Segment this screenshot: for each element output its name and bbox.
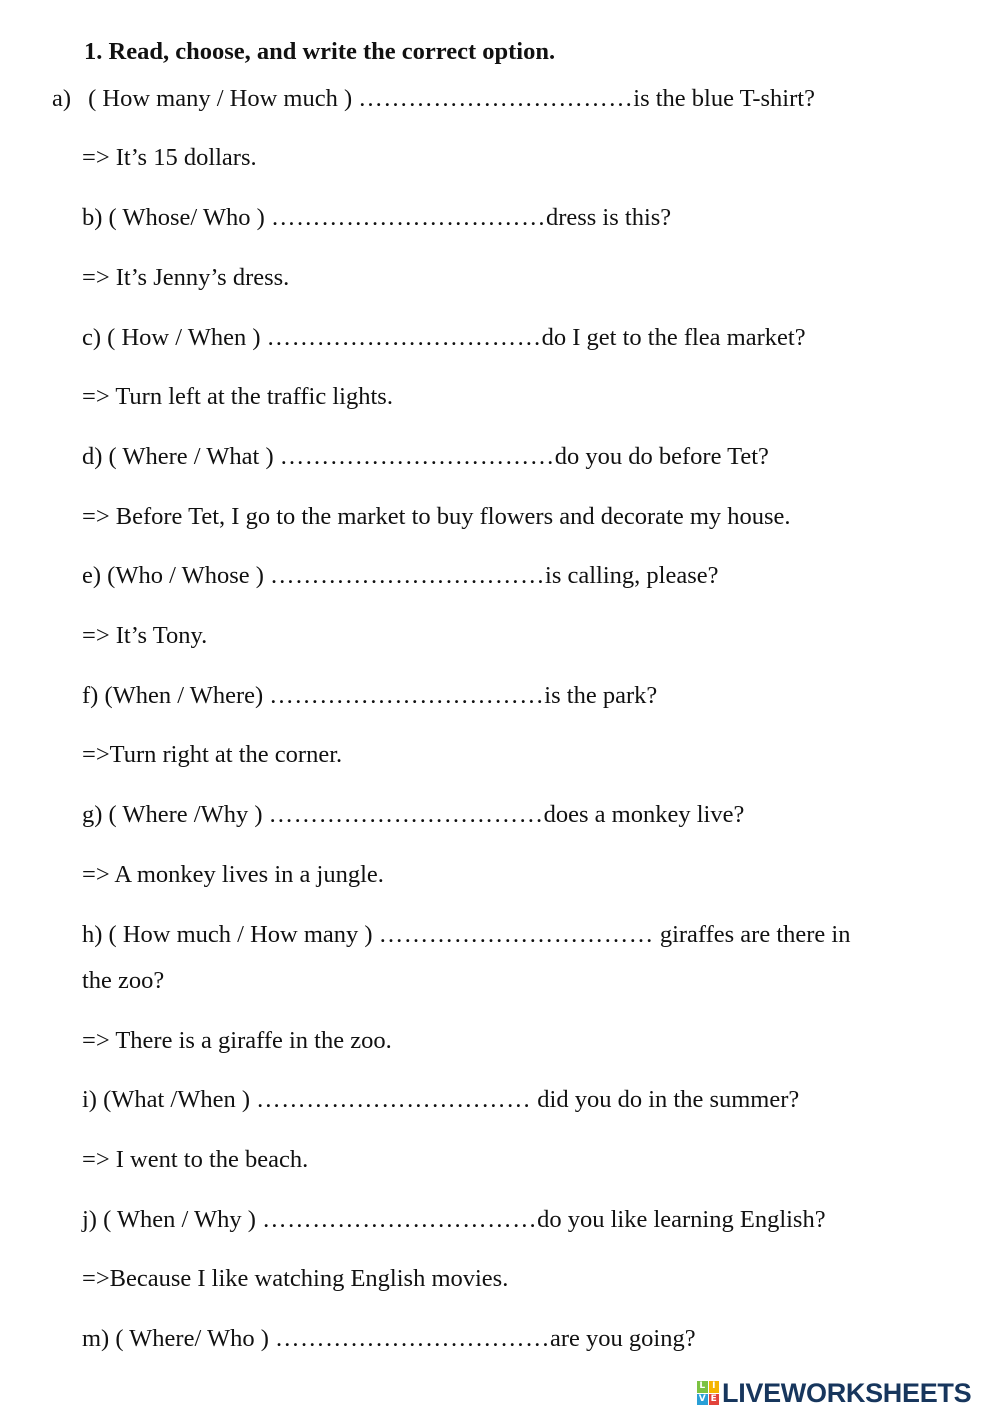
question-text: did you do in the summer? [531, 1086, 800, 1113]
answer-b: => It’s Jenny’s dress. [82, 264, 290, 291]
question-letter: c) [82, 324, 102, 351]
question-text: do you do before Tet? [554, 443, 769, 470]
question-text: is calling, please? [545, 562, 719, 589]
question-letter: g) [82, 801, 103, 828]
question-f [82, 681, 657, 711]
answer-f: =>Turn right at the corner. [82, 741, 343, 768]
question-text: do you like learning English? [537, 1206, 826, 1233]
answer-blank[interactable]: …………………………… [279, 443, 555, 470]
question-i [82, 1085, 799, 1115]
question-text: does a monkey live? [543, 801, 745, 828]
question-options: ( Where/ Who ) [115, 1325, 269, 1352]
question-m [82, 1324, 696, 1354]
question-letter: m) [82, 1325, 110, 1352]
question-text: is the park? [544, 682, 658, 709]
logo-letter: L [697, 1381, 708, 1393]
question-letter: f) [82, 682, 99, 709]
question-text: giraffes are there in [653, 921, 851, 948]
answer-g: => A monkey lives in a jungle. [82, 861, 384, 888]
question-text: do I get to the flea market? [541, 324, 806, 351]
answer-h: => There is a giraffe in the zoo. [82, 1027, 392, 1054]
question-letter: j) [82, 1206, 97, 1233]
answer-blank[interactable]: …………………………… [256, 1086, 532, 1113]
answer-j: =>Because I like watching English movies. [82, 1265, 509, 1292]
answer-blank[interactable]: …………………………… [270, 204, 546, 231]
exercise-title: 1. Read, choose, and write the correct option. [84, 38, 556, 65]
liveworksheets-logo[interactable] [697, 1378, 992, 1408]
answer-a: => It’s 15 dollars. [82, 144, 257, 171]
question-options: ( Where /Why ) [108, 801, 263, 828]
answer-blank[interactable]: …………………………… [378, 921, 654, 948]
logo-letter: V [698, 1393, 706, 1404]
question-e [82, 561, 719, 591]
question-letter: h) [82, 921, 103, 948]
question-c [82, 323, 806, 353]
question-text: are you going? [550, 1325, 696, 1352]
answer-c: => Turn left at the traffic lights. [82, 383, 393, 410]
question-d [82, 442, 769, 472]
answer-blank[interactable]: …………………………… [270, 562, 546, 589]
answer-i: => I went to the beach. [82, 1146, 309, 1173]
question-options: ( Whose/ Who ) [108, 204, 265, 231]
question-h [82, 920, 851, 950]
question-options: ( When / Why ) [103, 1206, 256, 1233]
question-letter: d) [82, 443, 103, 470]
answer-blank[interactable]: …………………………… [266, 324, 542, 351]
question-options: (What /When ) [103, 1086, 251, 1113]
answer-blank[interactable]: …………………………… [262, 1206, 538, 1233]
question-text: dress is this? [545, 204, 672, 231]
question-letter: i) [82, 1086, 97, 1113]
logo-letter: E [709, 1394, 720, 1406]
question-letter: e) [82, 562, 102, 589]
question-options: (Who / Whose ) [107, 562, 264, 589]
question-j [82, 1205, 826, 1235]
question-text: is the blue T-shirt? [633, 85, 815, 112]
logo-letter: I [709, 1381, 720, 1393]
question-letter: b) [82, 204, 103, 231]
question-b [82, 203, 671, 233]
question-letter: a) [52, 85, 72, 112]
question-h-continued: the zoo? [82, 967, 165, 994]
answer-d: => Before Tet, I go to the market to buy flowers and decorate my house. [82, 503, 791, 530]
question-options: (When / Where) [104, 682, 264, 709]
question-options: ( How / When ) [107, 324, 261, 351]
question-options: ( How much / How many ) [108, 921, 373, 948]
logo-text: LIVEWORKSHEETS [722, 1377, 972, 1408]
question-g [82, 800, 744, 830]
question-a [52, 84, 815, 114]
question-options: ( Where / What ) [108, 443, 274, 470]
logo-mark-icon [697, 1381, 719, 1405]
answer-blank[interactable]: …………………………… [268, 801, 544, 828]
answer-e: => It’s Tony. [82, 622, 208, 649]
answer-blank[interactable]: …………………………… [275, 1325, 550, 1352]
question-options: ( How many / How much ) [88, 85, 353, 112]
answer-blank[interactable]: …………………………… [269, 682, 545, 709]
answer-blank[interactable]: …………………………… [358, 85, 634, 112]
